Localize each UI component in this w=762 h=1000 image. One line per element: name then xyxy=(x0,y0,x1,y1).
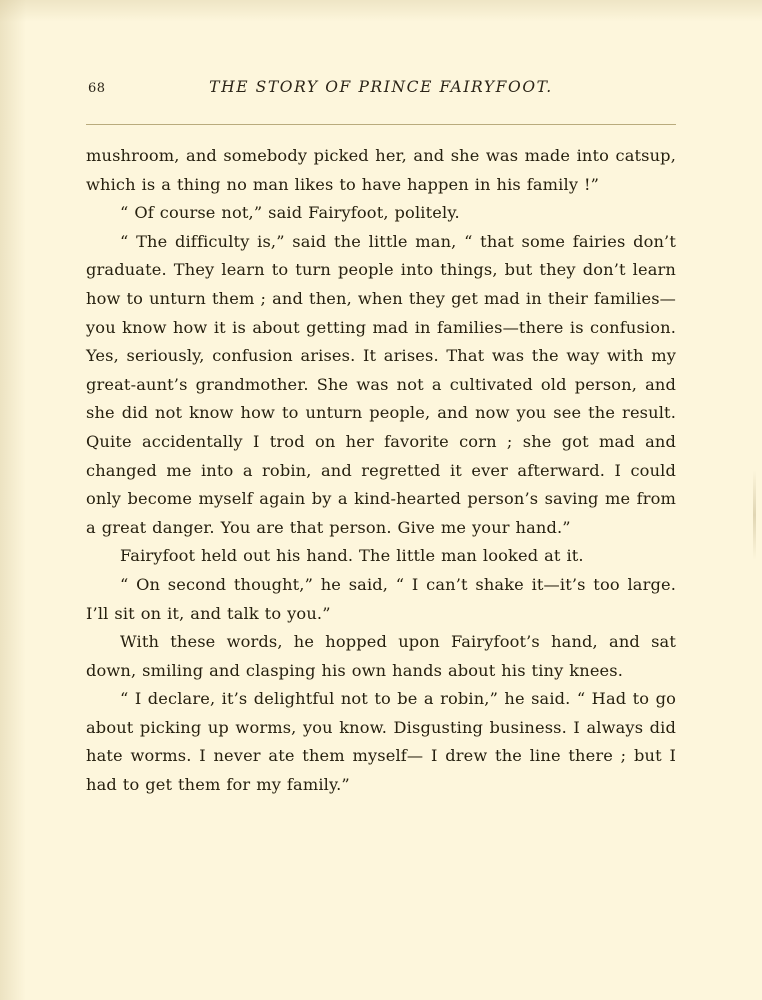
body-text xyxy=(86,142,676,800)
page-edge-shading-left xyxy=(0,0,26,1000)
running-head: THE STORY OF PRINCE FAIRYFOOT. xyxy=(209,78,553,96)
paragraph: Fairyfoot held out his hand. The little man looked at it. xyxy=(120,546,584,566)
paragraph: “ On second thought,” he said, “ I can’t shake it—it’s too large. I’ll sit on it, and talk to you.” xyxy=(86,574,676,623)
paragraph: mushroom, and somebody picked her, and she was made into catsup, which is a thing no man likes to have happen in his family !” xyxy=(86,146,676,194)
page-spine-shadow xyxy=(753,470,756,560)
paragraph: “ Of course not,” said Fairyfoot, politely. xyxy=(120,203,460,223)
page-number: 68 xyxy=(88,81,106,96)
header-rule xyxy=(86,124,676,125)
paragraph: “ I declare, it’s delightful not to be a robin,” he said. “ Had to go about picking up worms, you know. Disgusting business. I always did hate worms. I never ate them myself— I drew the line there ; but I had to get them for my family.” xyxy=(86,689,676,795)
page-edge-shading-top xyxy=(0,0,762,22)
paragraph: “ The difficulty is,” said the little man, “ that some fairies don’t graduate. They learn to turn people into things, but they don’t learn how to unturn them ; and then, when they get mad in their families—you know how it is about getting mad in families—there is confusion. Yes, seriously, confusion arises. It arises. That was the way with my great-aunt’s grandmother. She was not a cultivated old person, and she did not know how to unturn people, and now you see the result. Quite accidentally I trod on her favorite corn ; she got mad and changed me into a robin, and regretted it ever afterward. I could only become myself again by a kind-hearted person’s saving me from a great danger. You are that person. Give me your hand.” xyxy=(86,231,676,537)
paragraph: With these words, he hopped upon Fairyfoot’s hand, and sat down, smiling and clasping his own hands about his tiny knees. xyxy=(86,632,676,680)
page-header xyxy=(88,78,674,106)
